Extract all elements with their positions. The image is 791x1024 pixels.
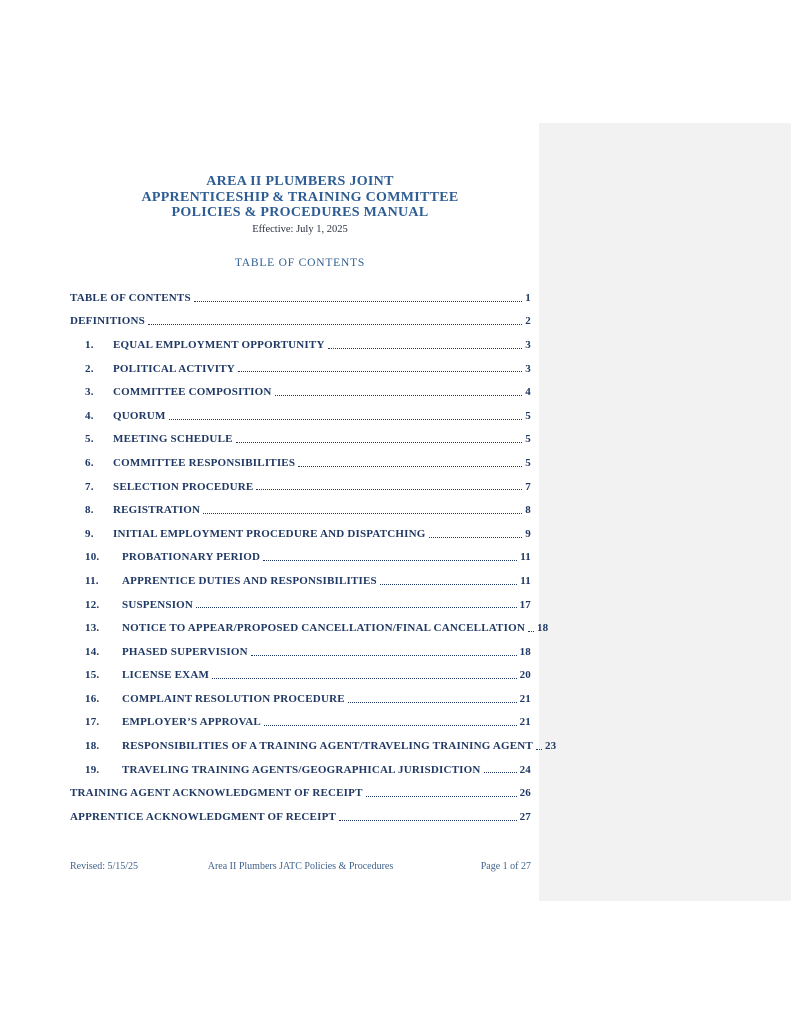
toc-entry-label: NOTICE TO APPEAR/PROPOSED CANCELLATION/FINAL CANCELLATION [122,622,525,635]
toc-entry [70,310,531,334]
toc-entry [70,380,531,404]
toc-entry-page: 3 [525,362,531,375]
toc-dot-leader [484,772,517,773]
toc-dot-leader [238,371,522,372]
toc-entry [70,569,531,593]
toc-dot-leader [251,655,517,656]
title-line-3: POLICIES & PROCEDURES MANUAL [171,205,429,220]
toc-dot-leader [328,348,523,349]
toc-dot-leader [169,419,523,420]
toc-entry [70,758,531,782]
toc-heading: TABLE OF CONTENTS [234,257,366,269]
toc-dot-leader [148,324,522,325]
toc-entry-number: 15. [85,669,100,682]
toc-entry [70,333,531,357]
toc-dot-leader [298,466,522,467]
toc-entry-label: MEETING SCHEDULE [113,433,233,446]
toc-entry-label: REGISTRATION [113,504,201,517]
toc-entry-page: 7 [525,480,531,493]
toc-entry-number: 10. [85,551,100,564]
toc-entry-page: 18 [536,622,549,635]
toc-entry-number: 6. [85,456,94,469]
page-footer [70,861,531,872]
toc-dot-leader [528,631,534,632]
toc-entry-number: 16. [85,692,100,705]
toc-entry-number: 19. [85,763,100,776]
toc-entry-page: 21 [519,716,531,729]
side-gray-panel [536,123,791,901]
toc-entry-number: 18. [85,740,100,753]
toc-entry-number: 7. [85,480,94,493]
toc-entry-label: POLITICAL ACTIVITY [113,362,235,375]
toc-dot-leader [380,584,517,585]
document-title-block [70,174,530,235]
toc-entry-label: TABLE OF CONTENTS [70,291,191,304]
toc-entry-page: 11 [520,574,531,587]
toc-entry [70,593,531,617]
toc-entry [70,805,531,829]
toc-dot-leader [264,725,517,726]
toc-entry-number: 12. [85,598,100,611]
toc-entry-label: APPRENTICE ACKNOWLEDGMENT OF RECEIPT [70,810,337,823]
toc-entry-page: 5 [525,409,531,422]
toc-dot-leader [236,442,523,443]
toc-entry-page: 4 [525,386,531,399]
toc-entry-number: 2. [85,362,94,375]
effective-date: Effective: July 1, 2025 [252,223,348,235]
toc-dot-leader [429,537,523,538]
toc-entry [70,286,531,310]
toc-dot-leader [366,796,517,797]
toc-entry-number: 14. [85,645,100,658]
toc-entry [70,428,531,452]
toc-entry-number: 5. [85,433,94,446]
toc-entry-number: 1. [85,338,94,351]
toc-entry [70,687,531,711]
toc-entry-label: DEFINITIONS [70,315,145,328]
toc-entry-page: 1 [525,291,531,304]
toc-entry-page: 5 [525,433,531,446]
toc-entry-label: APPRENTICE DUTIES AND RESPONSIBILITIES [122,574,377,587]
toc-entry-label: TRAINING AGENT ACKNOWLEDGMENT OF RECEIPT [70,787,363,800]
toc-entry-label: EQUAL EMPLOYMENT OPPORTUNITY [113,338,325,351]
toc-dot-leader [263,560,517,561]
toc-entry-page: 23 [544,740,557,753]
title-line-2: APPRENTICESHIP & TRAINING COMMITTEE [141,189,459,205]
toc-entry [70,404,531,428]
toc-entry [70,546,531,570]
toc-entry-label: SELECTION PROCEDURE [113,480,254,493]
toc-entry-number: 3. [85,386,94,399]
toc-dot-leader [196,607,517,608]
toc-entry-page: 2 [525,315,531,328]
toc-entry-label: SUSPENSION [122,598,194,611]
toc-entry-label: COMPLAINT RESOLUTION PROCEDURE [122,692,345,705]
toc-entry-number: 11. [85,574,99,587]
toc-entry [70,498,531,522]
toc-entry [70,664,531,688]
toc-entry-label: COMMITTEE COMPOSITION [113,386,272,399]
toc-entry-label: LICENSE EXAM [122,669,210,682]
toc-entry-label: QUORUM [113,409,166,422]
toc-dot-leader [536,749,542,750]
toc-dot-leader [348,702,517,703]
toc-dot-leader [339,820,517,821]
toc-dot-leader [275,395,523,396]
toc-dot-leader [212,678,517,679]
toc-entry-page: 26 [519,787,531,800]
toc-entry-page: 8 [525,504,531,517]
toc-entry [70,475,531,499]
toc-entry-label: INITIAL EMPLOYMENT PROCEDURE AND DISPATCHING [113,527,426,540]
toc-entry [70,781,531,805]
toc-entry-page: 9 [525,527,531,540]
toc-entry-number: 4. [85,409,94,422]
toc-entry-label: RESPONSIBILITIES OF A TRAINING AGENT/TRAVELING TRAINING AGENT [122,740,533,753]
title-line-1: AREA II PLUMBERS JOINT [206,174,394,189]
toc-entry [70,357,531,381]
toc-entry [70,451,531,475]
toc-dot-leader [203,513,522,514]
toc-entry-page: 27 [519,810,531,823]
toc-entry-label: COMMITTEE RESPONSIBILITIES [113,456,296,469]
footer-revised-date: Revised: 5/15/25 [70,861,139,872]
footer-document-name: Area II Plumbers JATC Policies & Procedures [207,861,394,872]
toc-entry [70,734,557,758]
toc-entry-page: 17 [519,598,531,611]
toc-entry-page: 20 [519,669,531,682]
toc-entry-page: 5 [525,456,531,469]
toc-entry-page: 3 [525,338,531,351]
toc-entry [70,616,549,640]
toc-entry [70,522,531,546]
toc-entry [70,640,531,664]
toc-dot-leader [256,489,522,490]
toc-entry-label: PROBATIONARY PERIOD [122,551,261,564]
toc-entry-number: 8. [85,504,94,517]
footer-page-number: Page 1 of 27 [480,861,531,872]
toc-entry-label: TRAVELING TRAINING AGENTS/GEOGRAPHICAL JURISDICTION [122,763,481,776]
toc-entry-page: 21 [519,692,531,705]
toc-entry-page: 18 [519,645,531,658]
toc-entry-page: 24 [519,763,531,776]
toc-entry-label: EMPLOYER’S APPROVAL [122,716,261,729]
toc-entry-page: 11 [520,551,531,564]
toc-list [70,286,557,829]
toc-dot-leader [194,301,523,302]
toc-entry-number: 17. [85,716,100,729]
toc-entry [70,711,531,735]
toc-entry-number: 9. [85,527,94,540]
toc-entry-number: 13. [85,622,100,635]
toc-entry-label: PHASED SUPERVISION [122,645,248,658]
